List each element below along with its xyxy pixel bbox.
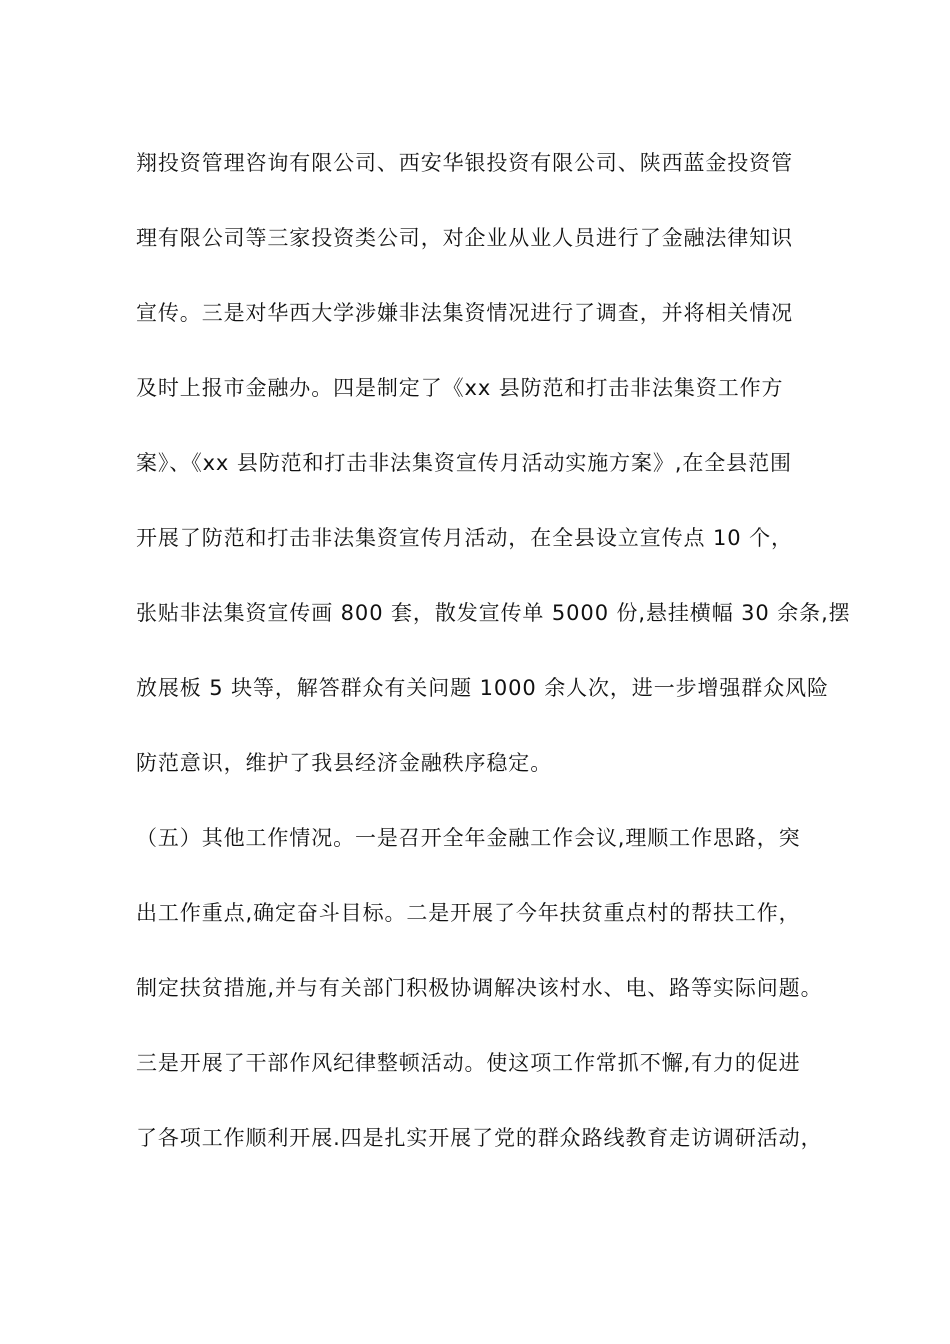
text-line: 宣传。三是对华西大学涉嫌非法集资情况进行了调查，并将相关情况 bbox=[136, 301, 793, 325]
text-line: 出工作重点,确定奋斗目标。二是开展了今年扶贫重点村的帮扶工作， bbox=[136, 901, 801, 925]
text-line: 三是开展了干部作风纪律整顿活动。使这项工作常抓不懈,有力的促进 bbox=[136, 1051, 801, 1075]
text-line: （五）其他工作情况。一是召开全年金融工作会议,理顺工作思路，突 bbox=[136, 826, 801, 850]
text-line: 制定扶贫措施,并与有关部门积极协调解决该村水、电、路等实际问题。 bbox=[136, 976, 823, 1000]
text-line: 防范意识，维护了我县经济金融秩序稳定。 bbox=[136, 751, 553, 775]
text-line: 张贴非法集资宣传画 800 套，散发宣传单 5000 份,悬挂横幅 30 余条,摆 bbox=[136, 601, 851, 625]
text-line: 放展板 5 块等，解答群众有关问题 1000 余人次，进一步增强群众风险 bbox=[136, 676, 829, 700]
text-line: 理有限公司等三家投资类公司，对企业从业人员进行了金融法律知识 bbox=[136, 226, 793, 250]
text-line: 案》、《xx 县防范和打击非法集资宣传月活动实施方案》,在全县范围 bbox=[136, 451, 792, 475]
text-line: 了各项工作顺利开展.四是扎实开展了党的群众路线教育走访调研活动， bbox=[136, 1126, 823, 1150]
text-line: 开展了防范和打击非法集资宣传月活动，在全县设立宣传点 10 个， bbox=[136, 526, 793, 550]
text-line: 翔投资管理咨询有限公司、西安华银投资有限公司、陕西蓝金投资管 bbox=[136, 151, 793, 175]
text-line: 及时上报市金融办。四是制定了《xx 县防范和打击非法集资工作方 bbox=[136, 376, 784, 400]
